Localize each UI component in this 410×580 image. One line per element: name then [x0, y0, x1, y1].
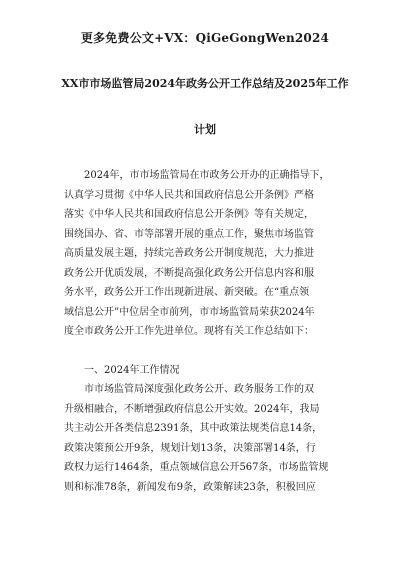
text-line: 2024年，市市场监管局在市政务公开办的正确指导下，: [84, 170, 330, 181]
paragraph-section-one: [64, 380, 358, 497]
text-line: 落实《中华人民共和国政府信息公开条例》等有关规定，: [64, 209, 314, 220]
text-line: 共主动公开各类信息2391条，其中政策法规类信息14条，: [64, 423, 323, 434]
text-line: 围绕国办、省、市等部署开展的重点工作，聚焦市场监管: [64, 228, 314, 240]
text-line: 域信息公开”中位居全市前列，市市场监管局荣获2024年: [64, 306, 315, 318]
text-line: 市市场监管局深度强化政务公开、政务服务工作的双: [84, 384, 314, 395]
promo-header: 更多免费公文+VX：QiGeGongWen2024: [80, 31, 330, 45]
text-line: 高质量发展主题，持续完善政务公开制度规范，大力推进: [64, 248, 314, 259]
section-heading-text: 一、2024年工作情况: [84, 365, 180, 376]
section-heading: [64, 361, 358, 381]
text-line: 政策决策预公开9条，规划计划13条，决策部署14条，行: [64, 442, 316, 454]
text-line: 则和标准78条，新闻发布9条，政策解读23条，积极回应: [64, 481, 316, 493]
text-line: 政务公开优质发展，不断提高强化政务公开信息内容和服: [64, 267, 314, 279]
text-line: 政权力运行1464条，重点领域信息公开567条，市场监管规: [64, 462, 329, 473]
paragraph-intro: [64, 166, 358, 342]
document-title-continued: 计划: [194, 123, 216, 136]
text-line: 认真学习贯彻《中华人民共和国政府信息公开条例》严格: [64, 189, 314, 201]
text-line: 升级相融合，不断增强政府信息公开实效。2024年，我局: [64, 403, 320, 415]
document-title: XX市市场监管局2024年政务公开工作总结及2025年工作: [61, 77, 349, 90]
text-line: 度全市政务公开工作先进单位。现将有关工作总结如下：: [64, 326, 314, 337]
text-line: 务水平，政务公开工作出现新进展、新突破。在“重点领: [64, 287, 310, 298]
